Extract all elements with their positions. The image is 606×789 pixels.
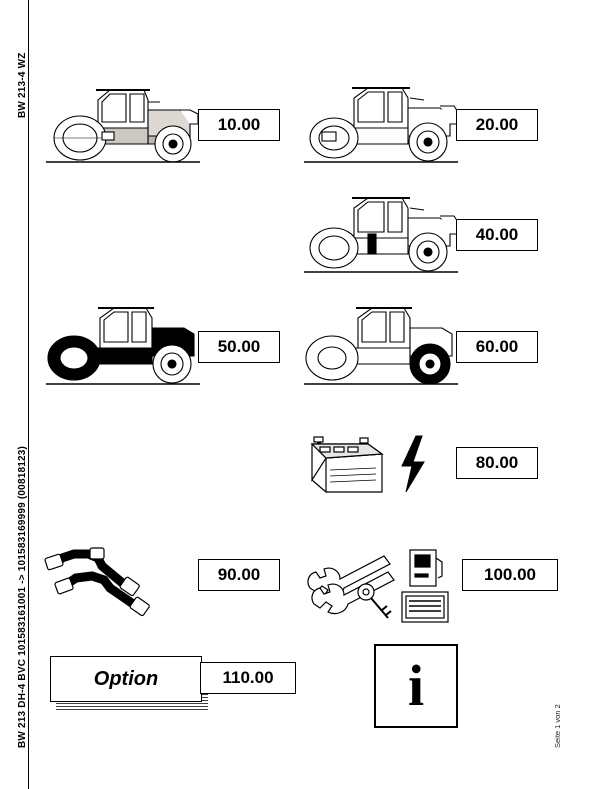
illustration-grid bbox=[40, 40, 550, 740]
roller-machine-icon bbox=[40, 80, 205, 180]
part-number-box: 40.00 bbox=[456, 219, 538, 251]
hydraulic-hose-icon bbox=[40, 530, 205, 630]
battery-icon bbox=[298, 418, 463, 518]
part-number-box: 20.00 bbox=[456, 109, 538, 141]
table-row bbox=[40, 636, 550, 736]
table-row bbox=[40, 80, 550, 180]
roller-machine-icon bbox=[298, 80, 463, 180]
info-icon bbox=[374, 644, 458, 728]
roller-machine-icon bbox=[298, 190, 463, 290]
spine-divider bbox=[28, 0, 29, 789]
info-glyph: i bbox=[407, 653, 425, 718]
list-item bbox=[40, 80, 290, 180]
list-item bbox=[40, 302, 290, 402]
list-item bbox=[298, 530, 548, 630]
part-number-box: 60.00 bbox=[456, 331, 538, 363]
list-item bbox=[298, 80, 548, 180]
table-row bbox=[40, 530, 550, 630]
option-box-label: Option bbox=[50, 656, 202, 702]
part-number-box: 90.00 bbox=[198, 559, 280, 591]
list-item bbox=[40, 636, 290, 736]
list-item bbox=[298, 418, 548, 518]
spine-subtitle: BW 213 DH-4 BVC 101583161001 -> 101583169999 (00818123) bbox=[17, 445, 28, 748]
part-number-box: 100.00 bbox=[462, 559, 558, 591]
list-item bbox=[298, 636, 548, 736]
list-item bbox=[298, 302, 548, 402]
page-footer: Seite 1 von 2 bbox=[553, 704, 562, 748]
list-item bbox=[40, 530, 290, 630]
part-number-box: 10.00 bbox=[198, 109, 280, 141]
table-row bbox=[40, 418, 550, 518]
part-number-box: 110.00 bbox=[200, 662, 296, 694]
spine-title: BW 213-4 WZ bbox=[17, 52, 28, 118]
table-row bbox=[40, 190, 550, 290]
tools-icon bbox=[298, 530, 478, 630]
list-item bbox=[298, 190, 548, 290]
roller-drum-icon bbox=[40, 302, 205, 402]
roller-drum-front-icon bbox=[298, 302, 463, 402]
table-row bbox=[40, 302, 550, 402]
part-number-box: 50.00 bbox=[198, 331, 280, 363]
option-label bbox=[50, 656, 210, 716]
part-number-box: 80.00 bbox=[456, 447, 538, 479]
